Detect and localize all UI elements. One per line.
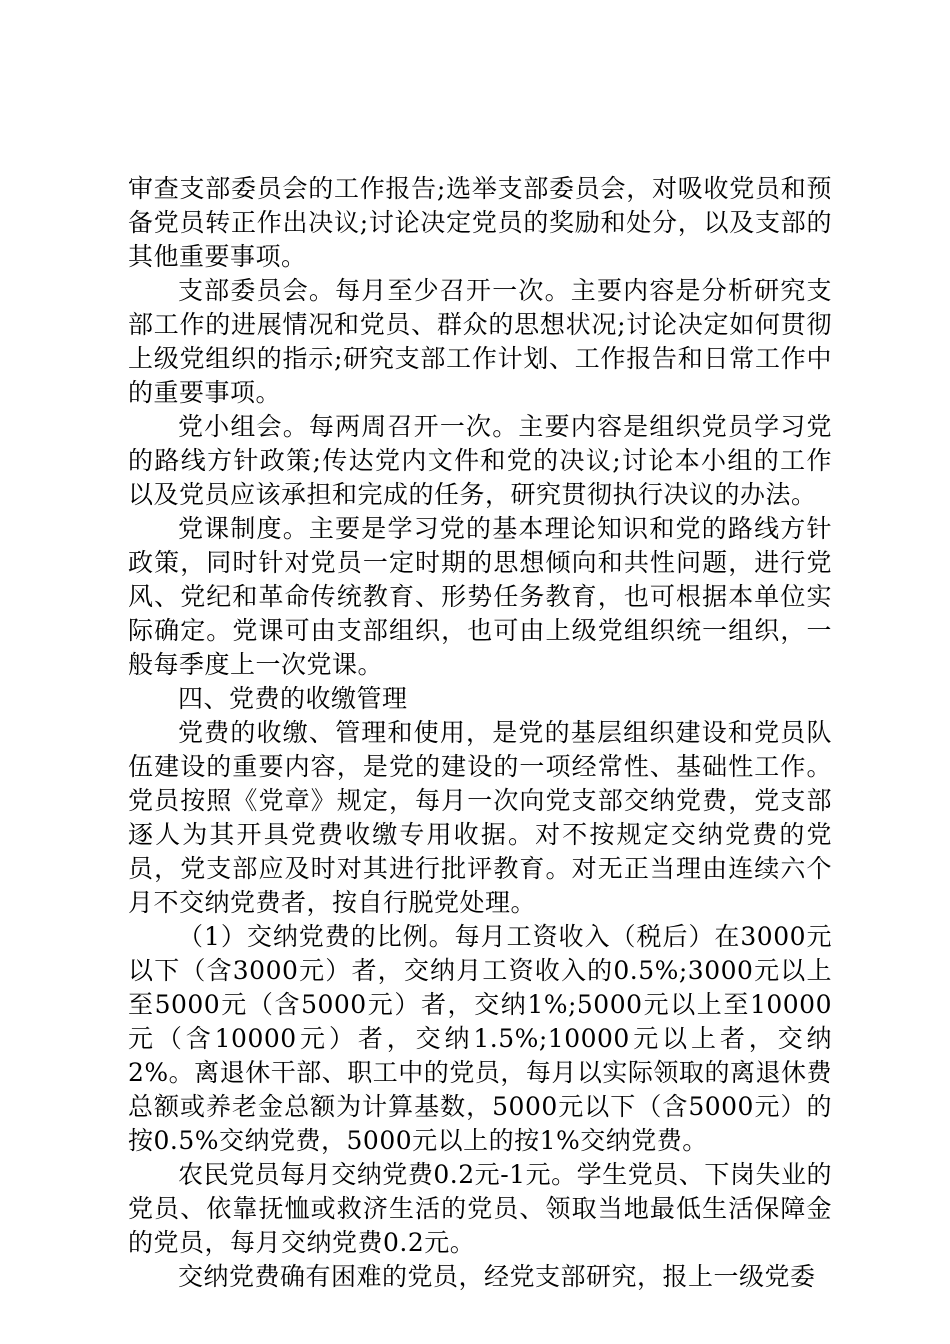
section-heading-party-dues: 四、党费的收缴管理 [178,684,408,713]
paragraph-hardship-dues: 交纳党费确有困难的党员，经党支部研究，报上一级党委 [178,1262,816,1291]
document-body [128,172,832,1294]
paragraph-branch-meeting-continuation: 审查支部委员会的工作报告;选举支部委员会，对吸收党员和预备党员转正作出决议;讨论决定党员的奖励和处分，以及支部的其他重要事项。 [128,174,832,271]
paragraph-dues-overview: 党费的收缴、管理和使用，是党的基层组织建设和党员队伍建设的重要内容，是党的建设的一项经常性、基础性工作。党员按照《党章》规定，每月一次向党支部交纳党费，党支部逐人为其开具党费收缴专用收据。对不按规定交纳党费的党员，党支部应及时对其进行批评教育。对无正当理由连续六个月不交纳党费者，按自行脱党处理。 [128,718,832,917]
paragraph-farmer-student-dues: 农民党员每月交纳党费0.2元-1元。学生党员、下岗失业的党员、依靠抚恤或救济生活的党员、领取当地最低生活保障金的党员，每月交纳党费0.2元。 [128,1160,832,1257]
paragraph-dues-ratio: （1）交纳党费的比例。每月工资收入（税后）在3000元以下（含3000元）者，交纳月工资收入的0.5%;3000元以上至5000元（含5000元）者，交纳1%;5000元以上至10000元（含10000元）者，交纳1.5%;10000元以上者，交纳2%。离退休干部、职工中的党员，每月以实际领取的离退休费总额或养老金总额为计算基数，5000元以下（含5000元）的按0.5%交纳党费，5000元以上的按1%交纳党费。 [128,922,832,1155]
paragraph-branch-committee: 支部委员会。每月至少召开一次。主要内容是分析研究支部工作的进展情况和党员、群众的思想状况;讨论决定如何贯彻上级党组织的指示;研究支部工作计划、工作报告和日常工作中的重要事项。 [128,276,832,407]
paragraph-party-group-meeting: 党小组会。每两周召开一次。主要内容是组织党员学习党的路线方针政策;传达党内文件和党的决议;讨论本小组的工作以及党员应该承担和完成的任务，研究贯彻执行决议的办法。 [128,412,832,509]
paragraph-party-lecture: 党课制度。主要是学习党的基本理论知识和党的路线方针政策，同时针对党员一定时期的思想倾向和共性问题，进行党风、党纪和革命传统教育、形势任务教育，也可根据本单位实际确定。党课可由支部组织，也可由上级党组织统一组织，一般每季度上一次党课。 [128,514,832,679]
